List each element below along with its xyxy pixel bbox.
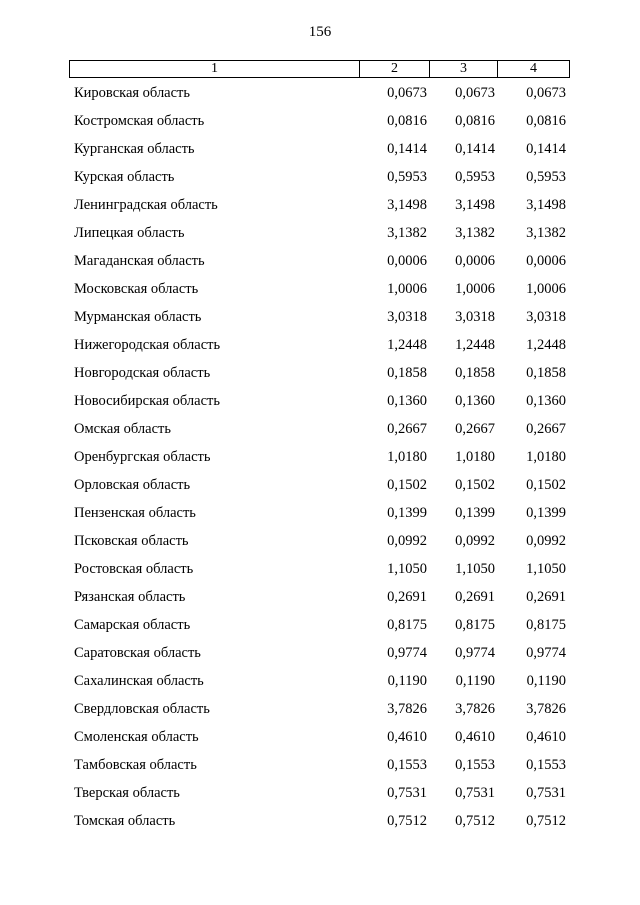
value-cell-col3: 0,1190: [455, 673, 495, 689]
value-cell-col2: 0,7512: [387, 813, 427, 829]
value-cell-col3: 0,0816: [455, 113, 495, 129]
region-name-cell: Магаданская область: [74, 253, 205, 269]
value-cell-col4: 1,0180: [526, 449, 566, 465]
table-row: [69, 811, 570, 839]
header-cell-3: 3: [430, 61, 498, 77]
region-name-cell: Ростовская область: [74, 561, 194, 577]
region-name-cell: Тверская область: [74, 785, 180, 801]
value-cell-col3: 0,1502: [455, 477, 495, 493]
table-row: [69, 559, 570, 587]
value-cell-col3: 0,7531: [455, 785, 495, 801]
value-cell-col4: 3,1498: [526, 197, 566, 213]
table-row: [69, 307, 570, 335]
value-cell-col3: 1,0006: [455, 281, 495, 297]
value-cell-col4: 0,1360: [526, 393, 566, 409]
page-number: 156: [308, 24, 332, 40]
region-name-cell: Смоленская область: [74, 729, 199, 745]
table-header-row: [69, 60, 570, 78]
value-cell-col3: 0,0673: [455, 85, 495, 101]
value-cell-col3: 3,1382: [455, 225, 495, 241]
region-name-cell: Курганская область: [74, 141, 195, 157]
value-cell-col2: 1,0006: [387, 281, 427, 297]
value-cell-col4: 3,0318: [526, 309, 566, 325]
value-cell-col2: 0,1399: [387, 505, 427, 521]
region-name-cell: Самарская область: [74, 617, 191, 633]
table-row: [69, 363, 570, 391]
header-cell-2: 2: [360, 61, 430, 77]
table-row: [69, 335, 570, 363]
value-cell-col3: 0,8175: [455, 617, 495, 633]
value-cell-col2: 0,7531: [387, 785, 427, 801]
value-cell-col2: 0,0673: [387, 85, 427, 101]
value-cell-col2: 3,1498: [387, 197, 427, 213]
value-cell-col3: 0,1360: [455, 393, 495, 409]
value-cell-col3: 1,1050: [455, 561, 495, 577]
value-cell-col4: 1,0006: [526, 281, 566, 297]
value-cell-col4: 3,1382: [526, 225, 566, 241]
value-cell-col2: 1,1050: [387, 561, 427, 577]
table-row: [69, 447, 570, 475]
value-cell-col4: 0,5953: [526, 169, 566, 185]
value-cell-col2: 3,1382: [387, 225, 427, 241]
value-cell-col2: 0,8175: [387, 617, 427, 633]
region-name-cell: Орловская область: [74, 477, 191, 493]
value-cell-col2: 0,4610: [387, 729, 427, 745]
header-cell-1: 1: [70, 61, 360, 77]
value-cell-col3: 0,4610: [455, 729, 495, 745]
table-row: [69, 783, 570, 811]
value-cell-col2: 0,1414: [387, 141, 427, 157]
region-name-cell: Липецкая область: [74, 225, 185, 241]
value-cell-col2: 0,0816: [387, 113, 427, 129]
value-cell-col3: 0,9774: [455, 645, 495, 661]
value-cell-col3: 0,1399: [455, 505, 495, 521]
table-row: [69, 587, 570, 615]
table-row: [69, 223, 570, 251]
value-cell-col4: 0,2691: [526, 589, 566, 605]
value-cell-col4: 0,1858: [526, 365, 566, 381]
table-row: [69, 503, 570, 531]
value-cell-col2: 0,2667: [387, 421, 427, 437]
region-name-cell: Мурманская область: [74, 309, 202, 325]
value-cell-col3: 0,2667: [455, 421, 495, 437]
value-cell-col3: 0,7512: [455, 813, 495, 829]
region-name-cell: Тамбовская область: [74, 757, 197, 773]
table-row: [69, 699, 570, 727]
value-cell-col2: 1,0180: [387, 449, 427, 465]
value-cell-col3: 0,1553: [455, 757, 495, 773]
table-row: [69, 167, 570, 195]
region-name-cell: Рязанская область: [74, 589, 186, 605]
value-cell-col3: 1,0180: [455, 449, 495, 465]
data-table: [69, 60, 570, 839]
table-row: [69, 475, 570, 503]
value-cell-col4: 0,0006: [526, 253, 566, 269]
value-cell-col4: 3,7826: [526, 701, 566, 717]
table-row: [69, 615, 570, 643]
header-cell-4: 4: [530, 61, 537, 76]
value-cell-col3: 3,0318: [455, 309, 495, 325]
region-name-cell: Новгородская область: [74, 365, 211, 381]
region-name-cell: Омская область: [74, 421, 171, 437]
value-cell-col2: 0,5953: [387, 169, 427, 185]
value-cell-col2: 0,2691: [387, 589, 427, 605]
value-cell-col2: 0,1360: [387, 393, 427, 409]
value-cell-col4: 0,1414: [526, 141, 566, 157]
table-row: [69, 671, 570, 699]
value-cell-col4: 0,9774: [526, 645, 566, 661]
region-name-cell: Кировская область: [74, 85, 191, 101]
value-cell-col2: 0,1858: [387, 365, 427, 381]
table-row: [69, 111, 570, 139]
table-row: [69, 195, 570, 223]
value-cell-col4: 1,1050: [526, 561, 566, 577]
region-name-cell: Нижегородская область: [74, 337, 221, 353]
region-name-cell: Томская область: [74, 813, 176, 829]
value-cell-col3: 0,0006: [455, 253, 495, 269]
value-cell-col2: 0,1502: [387, 477, 427, 493]
table-row: [69, 83, 570, 111]
value-cell-col4: 1,2448: [526, 337, 566, 353]
value-cell-col4: 0,8175: [526, 617, 566, 633]
value-cell-col3: 0,0992: [455, 533, 495, 549]
value-cell-col2: 3,7826: [387, 701, 427, 717]
table-row: [69, 251, 570, 279]
region-name-cell: Свердловская область: [74, 701, 210, 717]
value-cell-col3: 1,2448: [455, 337, 495, 353]
value-cell-col3: 0,5953: [455, 169, 495, 185]
table-row: [69, 419, 570, 447]
value-cell-col4: 0,1502: [526, 477, 566, 493]
region-name-cell: Костромская область: [74, 113, 205, 129]
value-cell-col4: 0,0673: [526, 85, 566, 101]
value-cell-col4: 0,7512: [526, 813, 566, 829]
table-row: [69, 279, 570, 307]
value-cell-col2: 0,0992: [387, 533, 427, 549]
region-name-cell: Московская область: [74, 281, 199, 297]
value-cell-col4: 0,1190: [526, 673, 566, 689]
value-cell-col2: 0,1553: [387, 757, 427, 773]
value-cell-col4: 0,0816: [526, 113, 566, 129]
value-cell-col4: 0,1553: [526, 757, 566, 773]
value-cell-col3: 3,1498: [455, 197, 495, 213]
table-row: [69, 755, 570, 783]
region-name-cell: Оренбургская область: [74, 449, 211, 465]
value-cell-col3: 0,1858: [455, 365, 495, 381]
value-cell-col4: 0,2667: [526, 421, 566, 437]
table-row: [69, 391, 570, 419]
value-cell-col4: 0,1399: [526, 505, 566, 521]
region-name-cell: Пензенская область: [74, 505, 196, 521]
region-name-cell: Псковская область: [74, 533, 189, 549]
region-name-cell: Новосибирская область: [74, 393, 220, 409]
table-row: [69, 643, 570, 671]
region-name-cell: Сахалинская область: [74, 673, 204, 689]
value-cell-col2: 3,0318: [387, 309, 427, 325]
value-cell-col2: 0,0006: [387, 253, 427, 269]
value-cell-col3: 0,2691: [455, 589, 495, 605]
value-cell-col4: 0,0992: [526, 533, 566, 549]
value-cell-col4: 0,4610: [526, 729, 566, 745]
value-cell-col3: 0,1414: [455, 141, 495, 157]
value-cell-col2: 0,1190: [387, 673, 427, 689]
table-row: [69, 727, 570, 755]
value-cell-col3: 3,7826: [455, 701, 495, 717]
table-body: [69, 83, 570, 839]
table-row: [69, 139, 570, 167]
region-name-cell: Саратовская область: [74, 645, 201, 661]
value-cell-col2: 0,9774: [387, 645, 427, 661]
region-name-cell: Курская область: [74, 169, 175, 185]
region-name-cell: Ленинградская область: [74, 197, 218, 213]
value-cell-col2: 1,2448: [387, 337, 427, 353]
value-cell-col4: 0,7531: [526, 785, 566, 801]
table-row: [69, 531, 570, 559]
